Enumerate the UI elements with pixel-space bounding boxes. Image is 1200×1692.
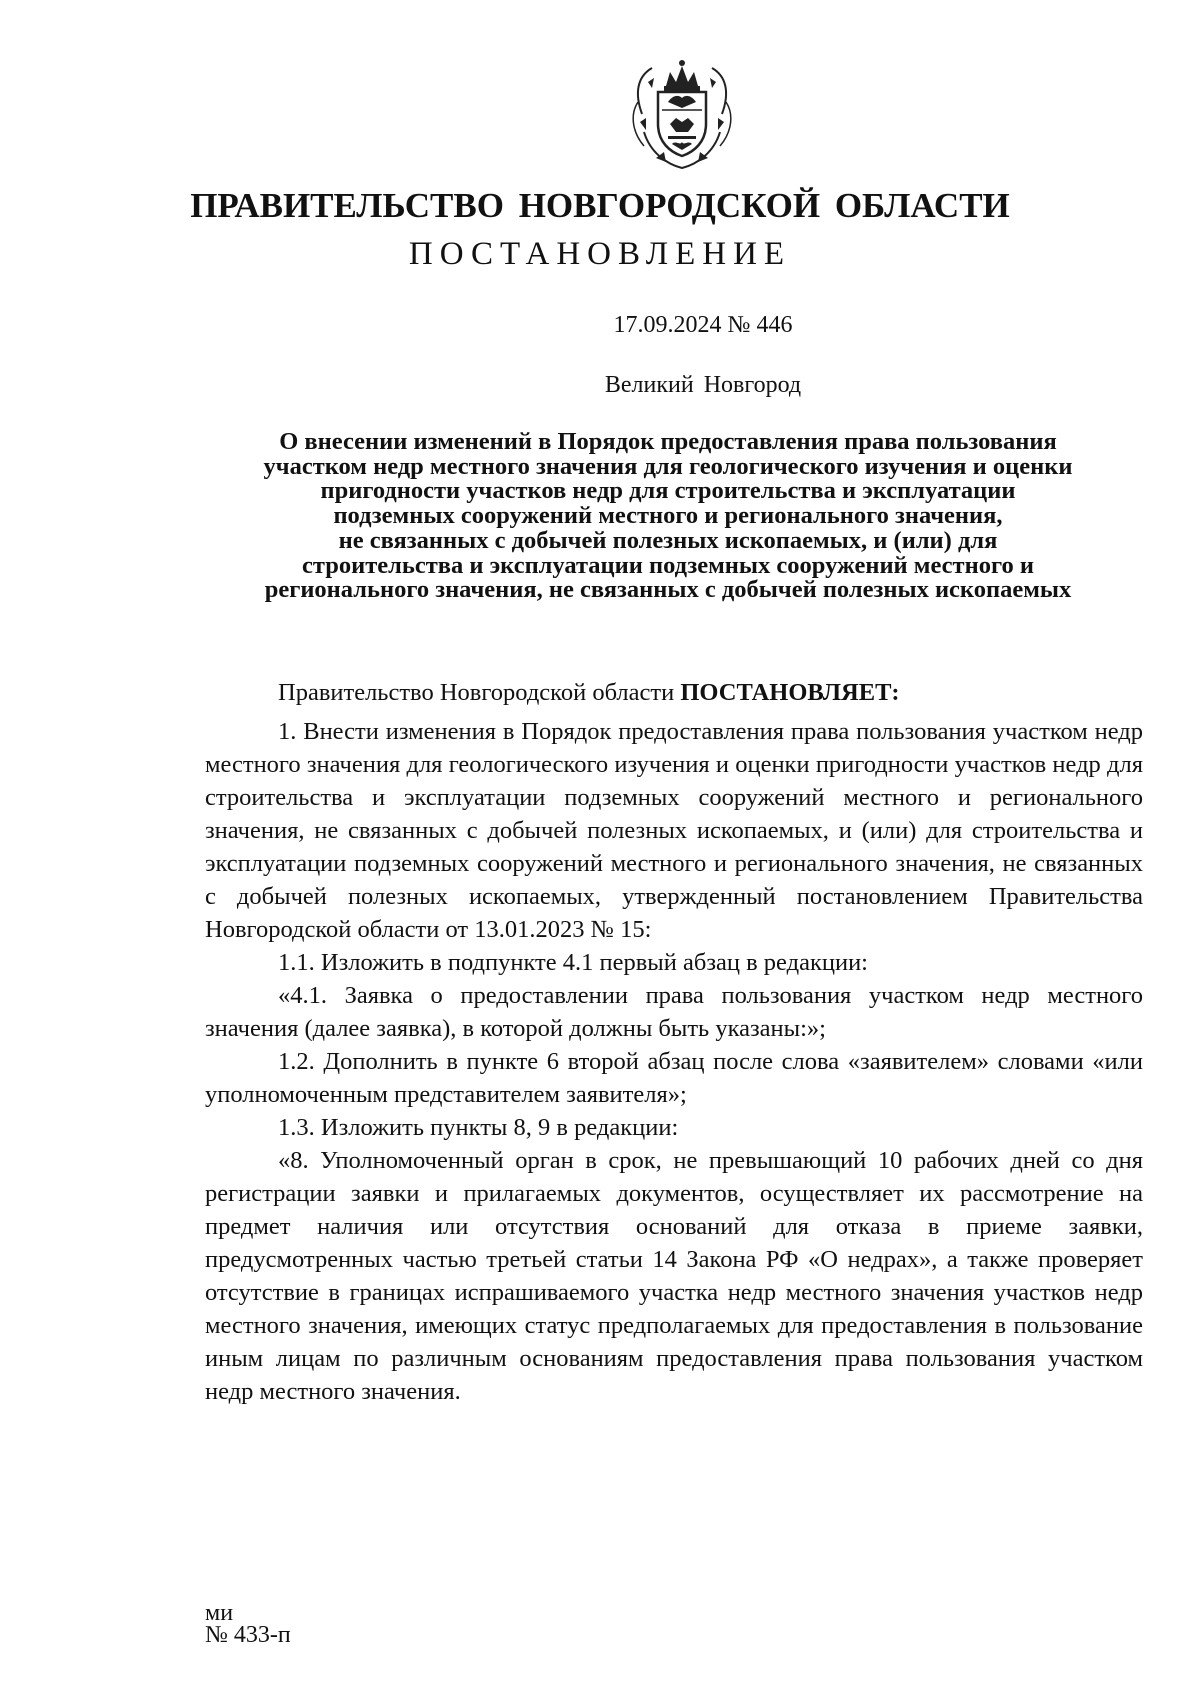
- document-body: [205, 676, 1143, 1408]
- intro-text: Правительство Новгородской области: [278, 679, 681, 706]
- title-line: строительства и эксплуатации подземных сооружений местного и: [302, 551, 1034, 579]
- footer-code: № 433-п: [205, 1622, 291, 1648]
- intro-paragraph: [205, 676, 1143, 709]
- organization-name: ПРАВИТЕЛЬСТВО НОВГОРОДСКОЙ ОБЛАСТИ: [190, 186, 1010, 225]
- title-line: подземных сооружений местного и регионального значения,: [333, 502, 1003, 530]
- body-paragraph: «4.1. Заявка о предоставлении права пользования участком недр местного значения (далее заявка), в которой должны быть указаны:»;: [205, 982, 1143, 1042]
- title-line: регионального значения, не связанных с добычей полезных ископаемых: [264, 576, 1072, 604]
- footer-note: [205, 1602, 291, 1646]
- body-paragraph: 1.1. Изложить в подпункте 4.1 первый абзац в редакции:: [278, 949, 868, 976]
- document-type: ПОСТАНОВЛЕНИЕ: [408, 236, 792, 272]
- body-paragraph: 1. Внести изменения в Порядок предоставления права пользования участком недр местного значения для геологического изучения и оценки пригодности участков недр для строительства и эксплуатации подземных сооружений местного и регионального значения, не связанных с добычей полезных ископаемых, и (или) для строительства и эксплуатации подземных сооружений местного и регионального значения, не связанных с добычей полезных ископаемых, утвержденный постановлением Правительства Новгородской области от 13.01.2023 № 15:: [205, 718, 1143, 943]
- date-and-number: 17.09.2024 № 446: [613, 312, 793, 338]
- title-line: пригодности участков недр для строительства и эксплуатации: [320, 477, 1016, 505]
- title-line: О внесении изменений в Порядок предоставления права пользования: [279, 428, 1057, 455]
- intro-resolves: ПОСТАНОВЛЯЕТ:: [680, 679, 900, 706]
- footer-initials: ми: [205, 1600, 234, 1626]
- body-paragraph: 1.3. Изложить пункты 8, 9 в редакции:: [278, 1114, 679, 1141]
- document-title: [208, 430, 1128, 603]
- title-line: не связанных с добычей полезных ископаемых, и (или) для: [338, 526, 998, 554]
- title-line: участком недр местного значения для геологического изучения и оценки: [263, 452, 1073, 480]
- city-name: Великий Новгород: [604, 372, 802, 398]
- coat-of-arms-icon: [628, 52, 736, 172]
- body-paragraph: «8. Уполномоченный орган в срок, не превышающий 10 рабочих дней со дня регистрации заявки и прилагаемых документов, осуществляет их рассмотрение на предмет наличия или отсутствия оснований для отказа в приеме заявки, предусмотренных частью третьей статьи 14 Закона РФ «О недрах», а также проверяет отсутствие в границах испрашиваемого участка недр местного значения участков недр местного значения, имеющих статус предполагаемых для предоставления в пользование иным лицам по различным основаниям предоставления права пользования участком недр местного значения.: [205, 1147, 1143, 1405]
- body-paragraph: 1.2. Дополнить в пункте 6 второй абзац после слова «заявителем» словами «или уполномоченным представителем заявителя»;: [205, 1048, 1143, 1108]
